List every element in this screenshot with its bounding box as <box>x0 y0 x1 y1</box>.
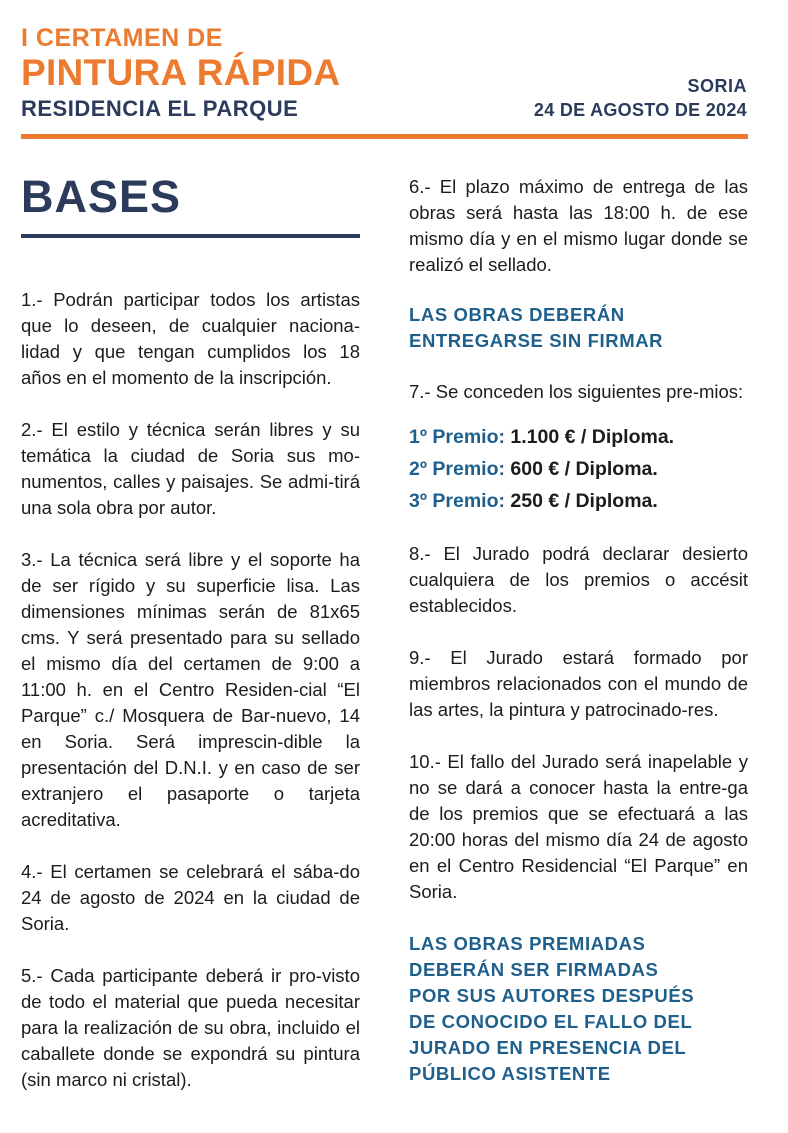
page-title: BASES <box>21 171 182 222</box>
prize-item <box>409 453 748 485</box>
event-date: 24 DE AGOSTO DE 2024 <box>533 100 747 120</box>
venue-name: RESIDENCIA EL PARQUE <box>21 96 299 121</box>
signed-notice-line: POR SUS AUTORES DESPUÉS <box>409 985 695 1006</box>
event-title: PINTURA RÁPIDA <box>21 52 341 93</box>
rule-6: 6.- El plazo máximo de entrega de las obras será hasta las 18:00 h. de ese mismo día y en el mismo lugar donde se realizó el sellado. <box>409 176 748 275</box>
rule-8: 8.- El Jurado podrá declarar desierto cualquiera de los premios o accésit establecidos. <box>409 543 748 616</box>
signed-notice-line: DEBERÁN SER FIRMADAS <box>409 959 659 980</box>
prize-list <box>409 421 748 517</box>
prize-label: 1º Premio: <box>409 426 505 448</box>
signed-notice-line: JURADO EN PRESENCIA DEL <box>409 1037 687 1058</box>
signed-notice-line: LAS OBRAS PREMIADAS <box>409 933 646 954</box>
prize-item <box>409 485 748 517</box>
prize-item <box>409 421 748 453</box>
unsigned-notice-line: LAS OBRAS DEBERÁN <box>409 304 625 325</box>
event-subtitle: I CERTAMEN DE <box>21 24 223 52</box>
header <box>21 24 747 134</box>
rule-9: 9.- El Jurado estará formado por miembros relacionados con el mundo de las artes, la pintura y patrocinado-res. <box>409 647 748 720</box>
prize-label: 2º Premio: <box>409 458 505 480</box>
event-city: SORIA <box>687 76 747 96</box>
title-underline <box>21 234 360 238</box>
signed-notice-line: PÚBLICO ASISTENTE <box>409 1063 611 1084</box>
rule-4: 4.- El certamen se celebrará el sába-do 24 de agosto de 2024 en la ciudad de Soria. <box>21 861 360 934</box>
header-divider <box>21 134 748 139</box>
rule-2: 2.- El estilo y técnica serán libres y su temática la ciudad de Soria sus mo-numentos, calles y paisajes. Se admi-tirá una sola obra por autor. <box>21 419 360 518</box>
signed-notice-line: DE CONOCIDO EL FALLO DEL <box>409 1011 693 1032</box>
prize-value: 600 € / Diploma. <box>510 458 658 480</box>
left-column <box>21 168 360 1119</box>
unsigned-notice <box>409 302 748 354</box>
rule-5: 5.- Cada participante deberá ir pro-visto de todo el material que pueda necesitar para la realización de su obra, incluido el caballete donde se expondrá su pintura (sin marco ni cristal). <box>21 965 360 1090</box>
rule-7: 7.- Se conceden los siguientes pre-mios: <box>409 381 744 402</box>
rule-10: 10.- El fallo del Jurado será inapelable y no se dará a conocer hasta la entre-ga de los premios que se efectuará a las 20:00 horas del mismo día 24 de agosto en el Centro Residencial “El Parque” en Soria. <box>409 751 748 902</box>
prize-value: 250 € / Diploma. <box>510 490 658 512</box>
signed-notice <box>409 931 748 1087</box>
prize-value: 1.100 € / Diploma. <box>510 426 675 448</box>
rule-1: 1.- Podrán participar todos los artistas que lo deseen, de cualquier naciona-lidad y que tengan cumplidos los 18 años en el momento de la inscripción. <box>21 289 360 388</box>
unsigned-notice-line: ENTREGARSE SIN FIRMAR <box>409 330 664 351</box>
rule-3: 3.- La técnica será libre y el soporte ha de ser rígido y su superficie lisa. Las dimensiones mínimas serán de 81x65 cms. Y será presentado para su sellado el mismo día del certamen de 9:00 a 11:00 h. en el Centro Residen-cial “El Parque” c./ Mosquera de Bar-nuevo, 14 en Soria. Será imprescin-dible la presentación del D.N.I. y en caso de ser extranjero el pasaporte o tarjeta acreditativa. <box>21 549 360 830</box>
prize-label: 3º Premio: <box>409 490 505 512</box>
right-column <box>409 174 748 1112</box>
